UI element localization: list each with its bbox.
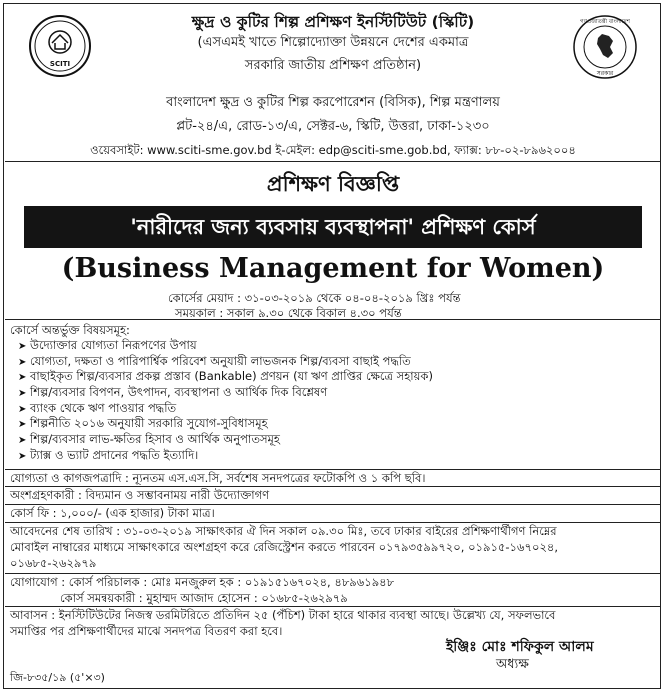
- participants-row: অংশগ্রহণকারী : বিদ্যমান ও সম্ভাবনাময় নারী উদ্যোক্তাগণ: [5, 486, 661, 503]
- seal-text-top: গণপ্রজাতন্ত্রী বাংলাদেশ: [580, 19, 630, 25]
- organization-tagline-2: সরকারি জাতীয় প্রশিক্ষণ প্রতিষ্ঠান): [244, 58, 422, 73]
- arrow-bullet-icon: ➤: [18, 372, 27, 384]
- course-title-english: (Business Management for Women): [61, 253, 605, 284]
- header-divider: [5, 161, 661, 162]
- sciti-logo-text: SCITI: [49, 60, 71, 68]
- topic-item: ➤ বাছাইকৃত শিল্প/ব্যবসার প্রকল্প প্রস্তাব (Bankable) প্রণয়ন (যা ঋণ প্রাপ্তির ক্ষেত্রে সহায়ক): [18, 369, 658, 385]
- arrow-bullet-icon: ➤: [18, 341, 27, 352]
- topic-item: ➤ শিল্প/ব্যবসার লাভ-ক্ষতির হিসাব ও আর্থিক অনুপাতসমূহ: [18, 432, 658, 448]
- topic-item: ➤ শিল্পনীতি ২০১৬ অনুযায়ী সরকারি সুযোগ-সুবিধাসমূহ: [18, 416, 658, 432]
- fee-row: কোর্স ফি : ১,০০০/- (এক হাজার) টাকা মাত্র।: [5, 504, 661, 521]
- topics-divider: [5, 319, 661, 320]
- arrow-bullet-icon: ➤: [18, 419, 27, 431]
- topics-list: [18, 338, 658, 464]
- signatory-title: অধ্যক্ষ: [496, 657, 529, 672]
- organization-name: ক্ষুদ্র ও কুটির শিল্প প্রশিক্ষণ ইনস্টিটিউট (স্কিটি): [191, 13, 475, 31]
- signatory-name: ইঞ্জিঃ মোঃ শফিকুল আলম: [446, 639, 594, 655]
- course-time: সময়কাল : সকাল ৯.৩০ থেকে বিকাল ৪.৩০ পর্যন্ত: [175, 306, 402, 320]
- topic-item: ➤ শিল্প/ব্যবসার বিপণন, উৎপাদন, ব্যবস্থাপনা ও আর্থিক দিক বিশ্লেষণ: [18, 385, 658, 401]
- arrow-bullet-icon: ➤: [18, 403, 27, 415]
- contact-row: যোগাযোগ : কোর্স পরিচালক : মোঃ মনজুরুল হক : ০১৯১৫১৬৭০২৪, ৪৮৯৬১৯৪৮ কোর্স সমন্বয়কারী : মুহাম্মদ আজাদ হোসেন : ০১৬৮৫-২৬২৯৭৯: [5, 573, 661, 606]
- topic-item: ➤ উদ্যোক্তার যোগ্যতা নিরূপণের উপায়: [18, 338, 658, 354]
- parent-organization: বাংলাদেশ ক্ষুদ্র ও কুটির শিল্প করপোরেশন (বিসিক), শিল্প মন্ত্রণালয়: [166, 95, 500, 110]
- reference-number: জি-৮৩৫/১৯ (৫'×৩): [10, 671, 105, 684]
- course-duration: কোর্সের মেয়াদ : ৩১-০৩-২০১৯ থেকে ০৪-০৪-২০১৯ খ্রিঃ পর্যন্ত: [168, 291, 461, 305]
- course-title-banner: 'নারীদের জন্য ব্যবসায় ব্যবস্থাপনা' প্রশিক্ষণ কোর্স: [24, 206, 642, 248]
- qualification-row: যোগ্যতা ও কাগজপত্রাদি : ন্যূনতম এস.এস.সি, সর্বশেষ সনদপত্রের ফটোকপি ও ১ কপি ছবি।: [5, 469, 661, 486]
- notice-heading: প্রশিক্ষণ বিজ্ঞপ্তি: [266, 172, 400, 196]
- arrow-bullet-icon: ➤: [18, 435, 27, 447]
- arrow-bullet-icon: ➤: [18, 388, 27, 400]
- topics-label: কোর্সে অন্তর্ভুক্ত বিষয়সমূহ:: [10, 323, 130, 337]
- topic-item: ➤ ব্যাংক থেকে ঋণ পাওয়ার পদ্ধতি: [18, 401, 658, 417]
- organization-tagline-1: (এসএমই খাতে শিল্পোদ্যোক্তা উন্নয়নে দেশের একমাত্র: [197, 35, 469, 50]
- organization-contact: ওয়েবসাইট: www.sciti-sme.gov.bd ই-মেইল: edp@sciti-sme.gob.bd, ফ্যাক্স: ৮৮-০২-৮৯৬২০০৪: [90, 143, 576, 157]
- seal-text-bottom: সরকার: [596, 70, 614, 77]
- arrow-bullet-icon: ➤: [18, 450, 27, 462]
- organization-address: প্লট-২৪/এ, রোড-১৩/এ, সেক্টর-৬, স্কিটি, উত্তরা, ঢাকা-১২৩০: [176, 119, 490, 134]
- topic-item: ➤ ট্যাক্স ও ভ্যাট প্রদানের পদ্ধতি ইত্যাদি।: [18, 448, 658, 464]
- deadline-row: আবেদনের শেষ তারিখ : ৩১-০৩-২০১৯ সাক্ষাৎকার ঐ দিন সকাল ০৯.৩০ মিঃ, তবে ঢাকার বাইরের প্রশিক্ষণার্থীগণ নিম্নের মোবাইল নাম্বারের মাধ্যমে সাক্ষাৎকারে অংশগ্রহণ করে রেজিস্ট্রেশন করতে পারবেন ০১৭৯৩৫৯৯৭২০, ০১৯১৫-১৬৭০২৪, ০১৬৮৫-২৬২৯৭৯: [5, 522, 661, 571]
- housing-row: আবাসন : ইনস্টিটিউটের নিজস্ব ডরমিটরিতে প্রতিদিন ২৫ (পঁচিশ) টাকা হারে থাকার ব্যবস্থা আছে। উল্লেখ্য যে, সফলভাবে সমাপ্তির পর প্রশিক্ষণার্থীদের মাঝে সনদপত্র বিতরণ করা হবে।: [5, 606, 661, 639]
- topic-item: ➤ যোগ্যতা, দক্ষতা ও পারিপার্শ্বিক পরিবেশ অনুযায়ী লাভজনক শিল্প/ব্যবসা বাছাই পদ্ধতি: [18, 354, 658, 370]
- arrow-bullet-icon: ➤: [18, 356, 27, 368]
